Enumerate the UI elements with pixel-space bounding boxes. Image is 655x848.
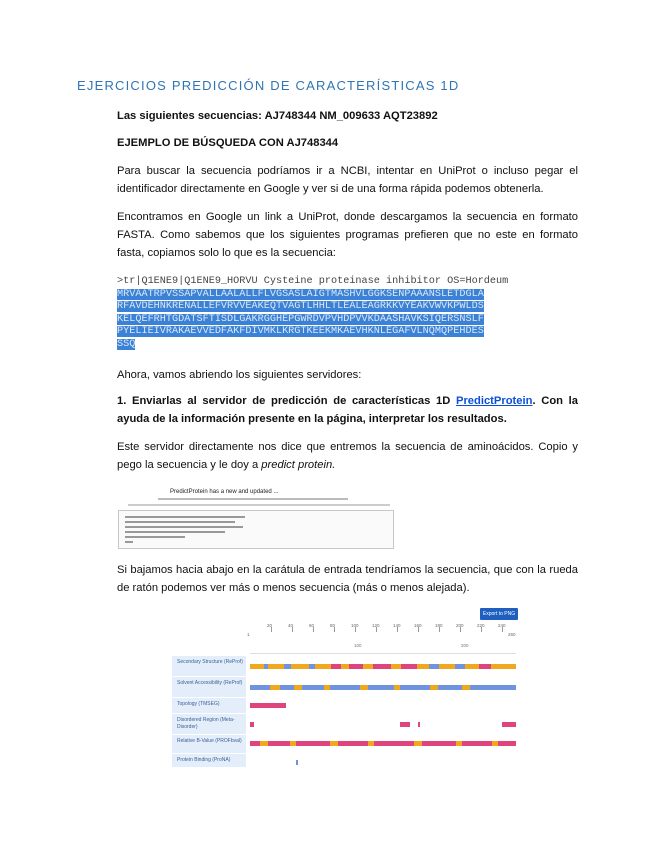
track-segment [462, 741, 492, 746]
relative-b-value-track[interactable] [250, 741, 516, 746]
track-label-solvent-accessibility[interactable]: Solvent Accessibility (ReProf) [172, 677, 246, 698]
track-segment [302, 685, 324, 690]
ruler-tick-label: 200 [456, 623, 464, 628]
sequence-ruler[interactable] [247, 623, 516, 654]
track-segment [455, 664, 465, 669]
track-segment [280, 685, 294, 690]
track-label-secondary-structure[interactable]: Secondary Structure (ReProf) [172, 656, 246, 677]
protein-binding-track[interactable] [250, 760, 516, 765]
track-segment [470, 685, 516, 690]
track-segment [439, 664, 455, 669]
sequences-line: Las siguientes secuencias: AJ748344 NM_009633 AQT23892 [117, 110, 438, 122]
track-segment [296, 760, 298, 765]
track-segment [417, 664, 429, 669]
fasta-line: KELQEFRHTGDATSFTISDLGAKRGGHEPGWRDVPVHDPVVKDAASHAVKSIQERSNSLF [117, 313, 484, 325]
track-segment [363, 664, 373, 669]
track-segment [400, 685, 430, 690]
ruler-mid-label: 100 [354, 643, 362, 648]
fasta-line: MRVAATRPVSSAPVALLAALALLFLVGSASLAIGTMASHVLGGKSENPAAANSLETDGLA [117, 288, 484, 300]
page-title: EJERCICIOS PREDICCIÓN DE CARACTERÍSTICAS 1D [77, 78, 460, 93]
ruler-tick-label: 100 [351, 623, 359, 628]
track-segment [270, 685, 280, 690]
track-segment [250, 685, 270, 690]
paragraph-servers: Ahora, vamos abriendo los siguientes servidores: [117, 369, 362, 381]
track-segment [250, 722, 254, 727]
track-label-topology[interactable]: Topology (TMSEG) [172, 698, 246, 714]
track-segment [315, 664, 331, 669]
paragraph-scroll: Si bajamos hacia abajo en la carátula de entrada tendríamos la secuencia, que con la rueda de ratón podemos ver más o menos secuencia (más o menos alejada). [117, 564, 578, 594]
track-segment [330, 741, 338, 746]
track-segment [294, 685, 302, 690]
track-segment [498, 741, 516, 746]
export-png-button[interactable]: Export to PNG [480, 608, 518, 620]
track-segment [284, 664, 291, 669]
track-segment [502, 722, 516, 727]
fasta-line: SSQ [117, 338, 136, 350]
ruler-end: 260 [508, 632, 516, 637]
ruler-tick-label: 220 [477, 623, 485, 628]
track-segment [438, 685, 462, 690]
track-segment [268, 664, 284, 669]
ruler-tick-label: 120 [372, 623, 380, 628]
predictprotein-screenshot [118, 487, 394, 549]
track-segment [338, 741, 368, 746]
ruler-tick-label: 140 [393, 623, 401, 628]
track-segment [260, 741, 268, 746]
ruler-tick-label: 240 [498, 623, 506, 628]
ruler-tick-label: 40 [288, 623, 294, 628]
track-segment [462, 685, 470, 690]
track-segment [360, 685, 368, 690]
track-segment [418, 722, 420, 727]
screenshot-title: PredictProtein has a new and updated ... [170, 489, 279, 495]
ruler-tick-label: 80 [330, 623, 336, 628]
track-segment [422, 741, 456, 746]
ruler-start: 1 [247, 632, 250, 637]
ruler-tick-label: 180 [435, 623, 443, 628]
fasta-line: PYELIEIVRAKAEVVEDFAKFDIVMKLKRGTKEEKMKAEVHKNLEGAFVLNQMQPEHDES [117, 326, 484, 337]
track-segment [465, 664, 479, 669]
track-label-disordered-region[interactable]: Disordered Region (Meta-Disorder) [172, 714, 246, 735]
disordered-region-track[interactable] [250, 722, 516, 727]
fasta-sequence [117, 276, 557, 351]
ruler-tick-label: 20 [267, 623, 273, 628]
track-segment [400, 722, 410, 727]
track-segment [374, 741, 414, 746]
track-segment [331, 664, 341, 669]
track-segment [341, 664, 349, 669]
task-1: 1. Enviarlas al servidor de predicción de características 1D PredictProtein. Con la ayuda de la información presente en la página, interpretar los resultados. [117, 395, 578, 425]
example-title: EJEMPLO DE BÚSQUEDA CON AJ748344 [117, 137, 339, 149]
track-segment [391, 664, 401, 669]
secondary-structure-track[interactable] [250, 664, 516, 669]
track-segment [479, 664, 491, 669]
track-segment [368, 685, 394, 690]
fasta-line: RFAVDEHNKRENALLEFVRVVEAKEQTVAGTLHHLTLEALEAGRKKVYEAKVWVKPWLDS [117, 301, 484, 312]
paragraph-search: Para buscar la secuencia podríamos ir a NCBI, intentar en UniProt o incluso pegar el identificador directamente en Google y ver si de una forma rápida podemos obtenerla. [117, 165, 578, 195]
predictprotein-link[interactable]: PredictProtein [455, 395, 533, 407]
ruler-tick-label: 60 [309, 623, 315, 628]
track-segment [250, 741, 260, 746]
track-label-relative-b-value[interactable]: Relative B-Value (PROFbval) [172, 735, 246, 754]
sequence-input-box [118, 510, 394, 549]
track-segment [330, 685, 360, 690]
track-segment [430, 685, 438, 690]
paragraph-predict: Este servidor directamente nos dice que entremos la secuencia de aminoácidos. Copio y pego la secuencia y le doy a predict protein. [117, 441, 578, 471]
paragraph-uniprot: Encontramos en Google un link a UniProt, donde descargamos la secuencia en formato FASTA. Como sabemos que los siguientes programas prefieren que no este en formato fasta, copiamos solo lo que es la secuencia: [117, 211, 578, 259]
track-segment [429, 664, 439, 669]
fasta-header: >tr|Q1ENE9|Q1ENE9_HORVU Cysteine proteinase inhibitor OS=Hordeum [117, 276, 509, 287]
track-segment [296, 741, 330, 746]
track-segment [401, 664, 417, 669]
solvent-accessibility-track[interactable] [250, 685, 516, 690]
track-segment [491, 664, 516, 669]
track-label-protein-binding[interactable]: Protein Binding (ProNA) [172, 754, 246, 768]
topology-track[interactable] [250, 703, 516, 708]
track-segment [250, 703, 286, 708]
feature-viewer [172, 606, 520, 770]
track-segment [250, 664, 264, 669]
ruler-tick-label: 160 [414, 623, 422, 628]
track-segment [349, 664, 363, 669]
track-segment [414, 741, 422, 746]
track-segment [291, 664, 309, 669]
track-segment [268, 741, 290, 746]
track-segment [373, 664, 391, 669]
ruler-mid-label: 200 [461, 643, 469, 648]
